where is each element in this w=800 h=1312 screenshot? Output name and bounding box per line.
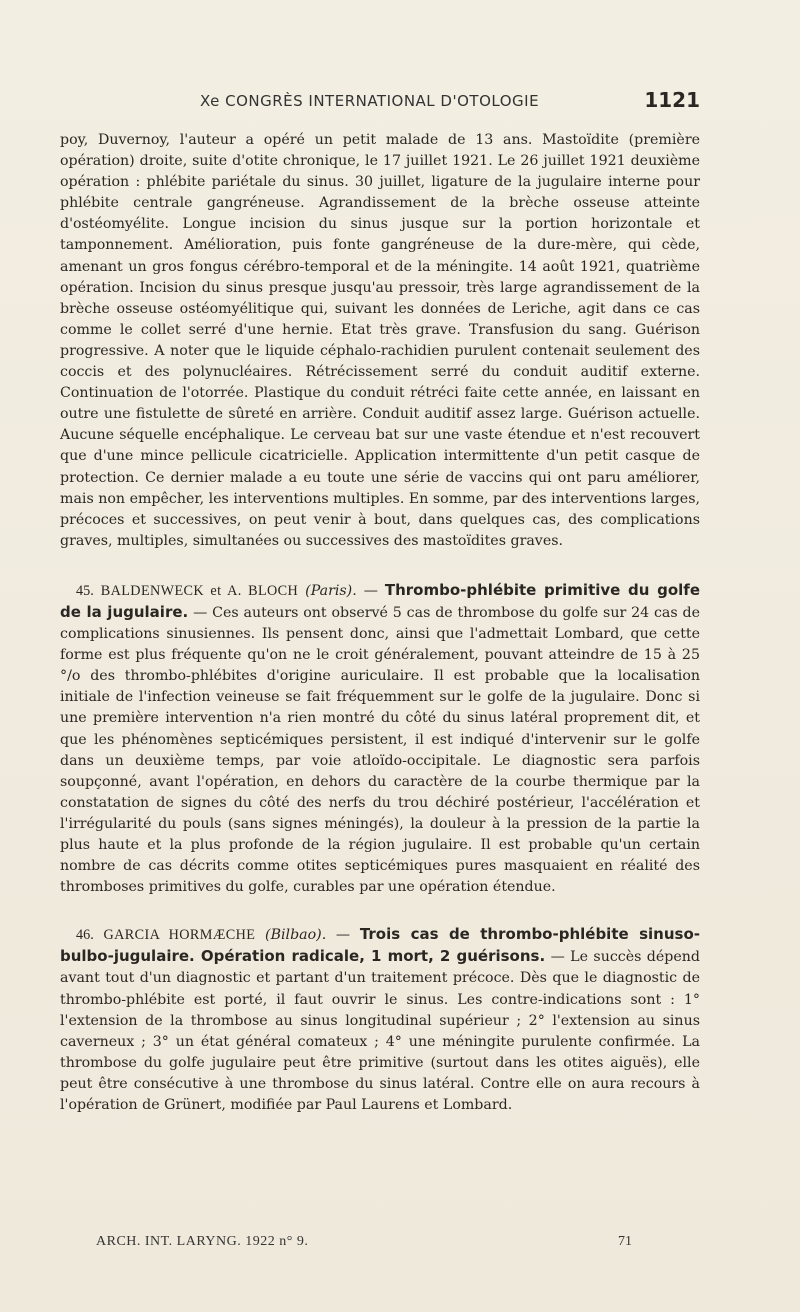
- entry-number: 46.: [76, 927, 94, 944]
- continuation-paragraph: poy, Duvernoy, l'auteur a opéré un petit malade de 13 ans. Mastoïdite (première opération) droite, suite d'otite chronique, le 17 juillet 1921. Le 26 juillet 1921 deuxième opération : phlébite pariétale du sinus. 30 juillet, ligature de la jugulaire interne pour phlébite centrale gangréneuse. Agrandissement de la brèche osseuse atteinte d'ostéomyélite. Longue incision du sinus jusque sur la portion horizontale et tamponnement. Amélioration, puis fonte gangréneuse de la dure-mère, qui cède, amenant un gros fongus cérébro-temporal et de la méningite. 14 août 1921, quatrième opération. Incision du sinus presque jusqu'au pressoir, très large agrandissement de la brèche osseuse ostéomyélitique qui, suivant les données de Leriche, agit dans ce cas comme le collet serré d'une hernie. Etat très grave. Transfusion du sang. Guérison progressive. A noter que le liquide céphalo-rachidien purulent contenait seulement des coccis et des polynucléaires. Rétrécissement serré du conduit auditif externe. Continuation de l'otorrée. Plastique du conduit rétréci faite cette année, en laissant en outre une fistulette de sûreté en arrière. Conduit auditif assez large. Guérison actuelle. Aucune séquelle encéphalique. Le cerveau bat sur une vaste étendue et n'est recouvert que d'une mince pellicule cicatricielle. Application intermittente d'un petit casque de protection. Ce dernier malade a eu toute une série de vaccins qui ont paru améliorer, mais non empêcher, les interventions multiples. En somme, par des interventions larges, précoces et successives, on peut venir à bout, dans quelques cas, des complications graves, multiples, simultanées ou successives des mastoïdites graves.: [60, 132, 700, 549]
- article-body: [60, 130, 700, 1116]
- entry-number: 45.: [76, 582, 94, 599]
- abstract-entry-45: [60, 580, 700, 898]
- entry-dash: —: [356, 582, 385, 599]
- entry-title: Thrombo-phlébite primitive du golfe de la jugulaire.: [60, 580, 701, 621]
- entry-authors: GARCIA HORMÆCHE: [103, 927, 256, 944]
- page-number: 1121: [644, 88, 700, 112]
- conference-title: Xe CONGRÈS INTERNATIONAL D'OTOLOGIE: [200, 92, 540, 110]
- entry-city: (Paris).: [305, 582, 357, 599]
- entry-text: — Le succès dépend avant tout d'un diagnostic et partant d'un traitement précoce. Dès que le diagnostic de thrombo-phlébite est porté, il faut ouvrir le sinus. Les contre-indications sont : 1° l'extension de la thrombose au sinus longitudinal supérieur ; 2° l'extension au sinus caverneux ; 3° un état général comateux ; 4° une méningite purulente confirmée. La thrombose du golfe jugulaire peut être primitive (surtout dans les otites aiguës), elle peut être consécutive à une thrombose du sinus latéral. Contre elle on aura recours à l'opération de Grünert, modifiée par Paul Laurens et Lombard.: [60, 949, 700, 1114]
- entry-text: — Ces auteurs ont observé 5 cas de thrombose du golfe sur 24 cas de complications sinusiennes. Ils pensent donc, ainsi que l'admettait Lombard, que cette forme est plus fréquente qu'on ne le croit généralement, pouvant atteindre de 15 à 25 °/o des thrombo-phlébites d'origine auriculaire. Il est probable que la localisation initiale de l'infection veineuse se fait fréquemment sur le golfe de la jugulaire. Donc si une première intervention n'a rien montré du côté du sinus latéral proprement dit, et que les phénomènes septicémiques persistent, il est indiqué d'intervenir sur le golfe dans un deuxième temps, par voie atloïdo-occipitale. Le diagnostic sera parfois soupçonné, avant l'opération, en dehors du caractère de la courbe thermique par la constatation de signes du côté des nerfs du trou déchiré postérieur, l'accélération et l'irrégularité du pouls (sans signes méningés), la douleur à la pression de la partie la plus haute et la plus profonde de la région jugulaire. Il est probable qu'un certain nombre de cas décrits comme otites septicémiques pures masquaient en réalité des thromboses primitives du golfe, curables par une opération étendue.: [60, 604, 701, 896]
- entry-authors: BALDENWECK et A. BLOCH: [100, 582, 299, 599]
- entry-dash: —: [326, 927, 360, 944]
- journal-citation: ARCH. INT. LARYNG. 1922 n° 9.: [96, 1234, 309, 1249]
- signature-folio: 71: [618, 1234, 632, 1249]
- entry-title: Trois cas de thrombo-phlébite sinuso-bulbo-jugulaire. Opération radicale, 1 mort, 2 guérisons.: [60, 925, 700, 966]
- page-footer: [96, 1234, 632, 1254]
- entry-city: (Bilbao).: [265, 927, 327, 944]
- abstract-entry-46: [60, 924, 700, 1116]
- running-header: [200, 88, 700, 118]
